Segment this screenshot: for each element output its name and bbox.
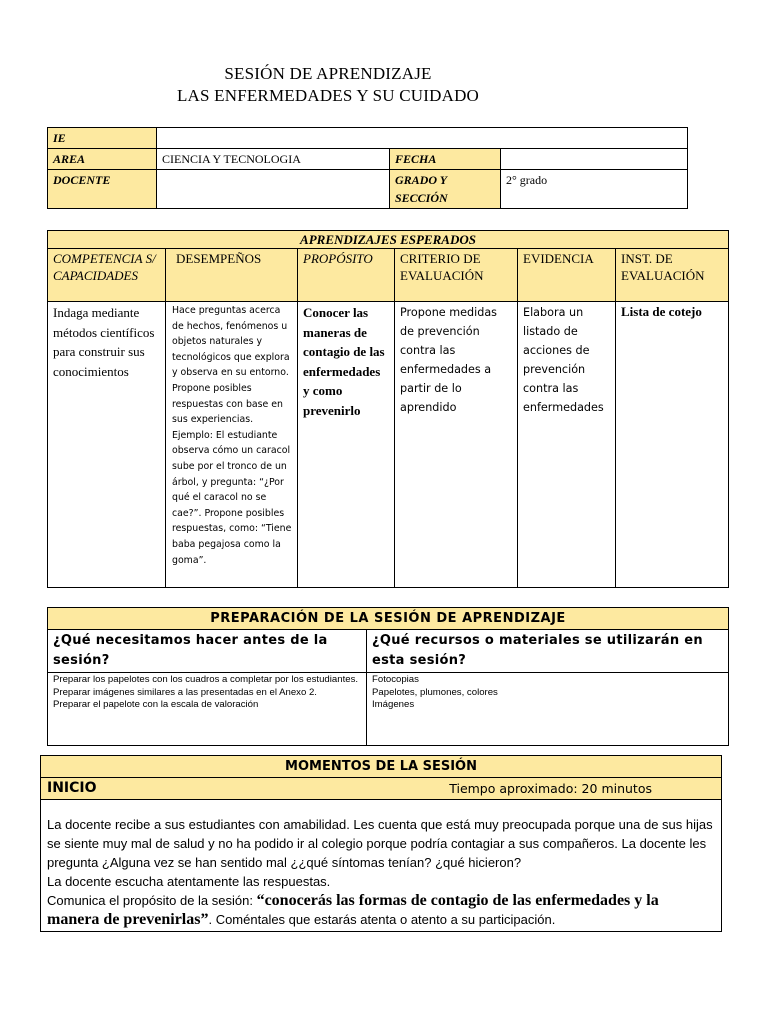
tiempo-label: Tiempo aproximado: 20 minutos	[449, 781, 652, 796]
list-item: Preparar imágenes similares a las presentadas en el Anexo 2.	[53, 686, 317, 698]
list-item: Preparar los papelotes con los cuadros a completar por los estudiantes.	[53, 674, 359, 685]
question-resources: ¿Qué recursos o materiales se utilizarán en esta sesión?	[367, 630, 729, 673]
info-table	[47, 127, 688, 209]
header-evidencia: EVIDENCIA	[518, 249, 616, 302]
header-competencia: COMPETENCIA S/ CAPACIDADES	[48, 249, 166, 302]
cell-inst: Lista de cotejo	[616, 302, 729, 588]
purpose-suffix: . Coméntales que estarás atenta o atento a su participación.	[208, 912, 556, 927]
aprendizajes-title: APRENDIZAJES ESPERADOS	[48, 231, 729, 249]
cell-evidencia: Elabora un listado de acciones de prevención contra las enfermedades	[518, 302, 616, 588]
cell-desempenos: Hace preguntas acerca de hechos, fenómenos u objetos naturales y tecnológicos que explora y observa en su entorno. Propone posibles respuestas con base en sus experiencias. Ejemplo: El estudiante observa cómo un caracol sube por el tronco de un árbol, y pregunta: “¿Por qué el caracol no se cae?”. Propone posibles respuestas, como: “Tiene baba pegajosa como la goma”.	[166, 302, 298, 588]
inicio-label: INICIO	[47, 780, 97, 796]
header-proposito: PROPÓSITO	[298, 249, 395, 302]
momentos-table	[40, 755, 722, 932]
docente-label: DOCENTE	[48, 170, 157, 209]
paragraph-purpose	[47, 891, 715, 929]
preparacion-table	[47, 607, 729, 746]
purpose-emphasis: “conocerás las formas de contagio de las enfermedades y la manera de prevenirlas”	[47, 892, 659, 928]
fecha-value	[501, 149, 688, 170]
preparacion-title: PREPARACIÓN DE LA SESIÓN DE APRENDIZAJE	[48, 608, 729, 630]
list-item: Fotocopias	[372, 674, 419, 685]
paragraph-intro: La docente recibe a sus estudiantes con amabilidad. Les cuenta que está muy preocupada porque una de sus hijas se siente muy mal de salud y no ha podido ir al colegio porque podría contagiar a sus compañeros. La docente les pregunta ¿Alguna vez se han sentido mal ¿¿qué síntomas tenían? ¿qué hicieron?	[47, 817, 713, 870]
cell-proposito: Conocer las maneras de contagio de las enfermedades y como prevenirlo	[298, 302, 395, 588]
header-inst: INST. DE EVALUACIÓN	[616, 249, 729, 302]
purpose-prefix: Comunica el propósito de la sesión:	[47, 893, 257, 908]
header-desempenos: DESEMPEÑOS	[166, 249, 298, 302]
fecha-label: FECHA	[390, 149, 501, 170]
question-before: ¿Qué necesitamos hacer antes de la sesión?	[48, 630, 367, 673]
inicio-row	[41, 778, 722, 800]
cell-criterio: Propone medidas de prevención contra las enfermedades a partir de lo aprendido	[395, 302, 518, 588]
paragraph-listen: La docente escucha atentamente las respuestas.	[47, 874, 331, 889]
resources-list	[367, 673, 729, 746]
inicio-content	[41, 800, 722, 932]
cell-competencia: Indaga mediante métodos científicos para construir sus conocimientos	[48, 302, 166, 588]
grado-value: 2° grado	[501, 170, 688, 209]
area-label: AREA	[48, 149, 157, 170]
list-item: Preparar el papelote con la escala de valoración	[53, 699, 259, 710]
title-line-1: SESIÓN DE APRENDIZAJE	[224, 64, 432, 83]
ie-label: IE	[48, 128, 157, 149]
list-item: Papelotes, plumones, colores	[372, 686, 498, 698]
preparation-list	[48, 673, 367, 746]
area-value: CIENCIA Y TECNOLOGIA	[157, 149, 390, 170]
title-line-2: LAS ENFERMEDADES Y SU CUIDADO	[176, 86, 480, 105]
list-item: Imágenes	[372, 699, 415, 710]
docente-value	[157, 170, 390, 209]
momentos-title: MOMENTOS DE LA SESIÓN	[41, 756, 722, 778]
header-criterio: CRITERIO DE EVALUACIÓN	[395, 249, 518, 302]
aprendizajes-table	[47, 230, 729, 588]
ie-value	[157, 128, 688, 149]
grado-label: GRADO Y SECCIÓN	[390, 170, 501, 209]
